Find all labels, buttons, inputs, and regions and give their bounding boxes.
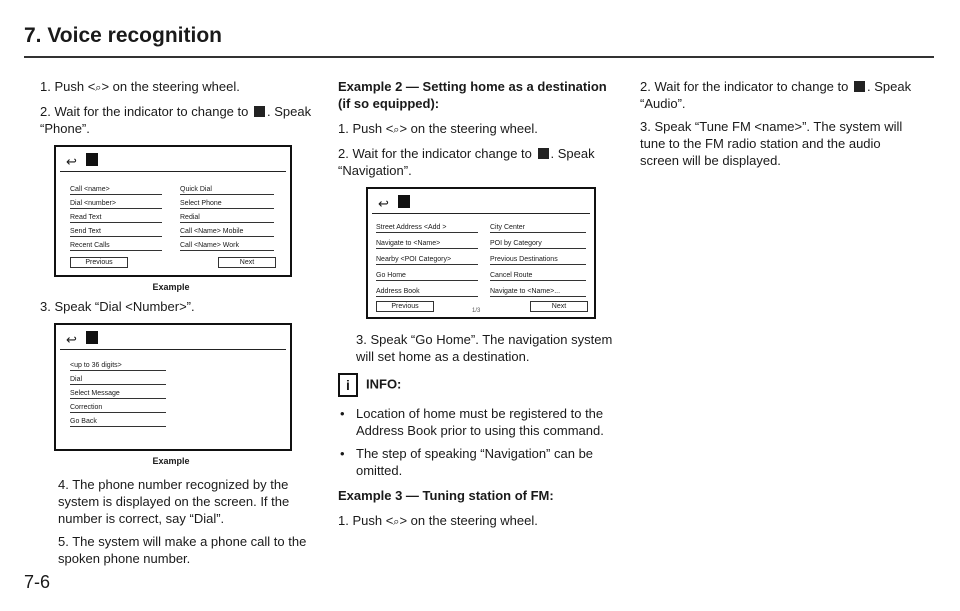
next-button: Next <box>530 301 588 312</box>
figure-caption: Example <box>152 456 190 466</box>
indicator-icon <box>538 148 549 159</box>
menu-item: Redial <box>180 213 274 223</box>
phone-indicator-icon <box>86 331 98 344</box>
menu-item: Go Home <box>376 271 478 281</box>
indicator-icon <box>254 106 265 117</box>
page-indicator: 1/3 <box>472 308 481 314</box>
menu-item: Nearby <POI Category> <box>376 255 478 265</box>
menu-item: Address Book <box>376 287 478 297</box>
info-bullet: • The step of speaking “Navigation” can be omitted. <box>338 445 620 479</box>
navigation-indicator-icon <box>398 195 410 208</box>
menu-item: Quick Dial <box>180 185 274 195</box>
step-1: 1. Push <⌕> on the steering wheel. <box>338 513 538 528</box>
info-bullet: • Location of home must be registered to the Address Book prior to using this command. <box>338 405 620 439</box>
figure-navigation-menu <box>366 187 596 319</box>
figure-dial-menu <box>54 323 292 451</box>
menu-item: Recent Calls <box>70 241 162 251</box>
menu-item: Go Back <box>70 417 166 427</box>
info-block: i INFO: <box>338 373 620 397</box>
back-arrow-icon: ↩ <box>66 154 77 169</box>
phone-indicator-icon <box>86 153 98 166</box>
step-2: 2. Wait for the indicator change to . Speak “Navigation”. <box>338 146 595 178</box>
menu-item: Dial <box>70 375 166 385</box>
step-3: 3. Speak “Tune FM <name>”. The system will tune to the FM radio station and the audio screen will be displayed. <box>640 119 903 168</box>
menu-item: Call <name> <box>70 185 162 195</box>
voice-talk-icon: ⌕ <box>393 124 400 136</box>
step-3: 3. Speak “Dial <Number>”. <box>40 299 195 314</box>
back-arrow-icon: ↩ <box>378 196 389 211</box>
previous-button: Previous <box>70 257 128 268</box>
info-icon: i <box>338 373 358 397</box>
menu-item: Cancel Route <box>490 271 586 281</box>
step-4: 4. The phone number recognized by the system is displayed on the screen. If the number is correct, say “Dial”. <box>58 477 290 526</box>
menu-item: Navigate to <Name> <box>376 239 478 249</box>
menu-item: <up to 36 digits> <box>70 361 166 371</box>
step-1: 1. Push <⌕> on the steering wheel. <box>338 121 538 136</box>
column-2 <box>338 78 620 531</box>
step-1: 1. Push <⌕> on the steering wheel. <box>40 79 240 94</box>
menu-item: Street Address <Add > <box>376 223 478 233</box>
menu-item: City Center <box>490 223 586 233</box>
step-2: 2. Wait for the indicator to change to . Speak “Phone”. <box>40 104 312 136</box>
menu-item: Select Phone <box>180 199 274 209</box>
figure-phone-menu <box>54 145 292 277</box>
indicator-icon <box>854 81 865 92</box>
page-title: 7. Voice recognition <box>24 24 222 47</box>
next-button: Next <box>218 257 276 268</box>
figure-caption: Example <box>152 282 190 292</box>
menu-item: Dial <number> <box>70 199 162 209</box>
example-2-heading: Example 2 — Setting home as a destination (if so equipped): <box>338 79 607 111</box>
column-1 <box>40 78 322 573</box>
voice-talk-icon: ⌕ <box>95 82 102 94</box>
previous-button: Previous <box>376 301 434 312</box>
menu-item: Call <Name> Mobile <box>180 227 274 237</box>
menu-item: Previous Destinations <box>490 255 586 265</box>
voice-talk-icon: ⌕ <box>393 516 400 528</box>
step-3: 3. Speak “Go Home”. The navigation system will set home as a destination. <box>356 332 613 364</box>
back-arrow-icon: ↩ <box>66 332 77 347</box>
step-2: 2. Wait for the indicator to change to . Speak “Audio”. <box>640 79 912 111</box>
page-number: 7-6 <box>24 572 51 592</box>
menu-item: Select Message <box>70 389 166 399</box>
menu-item: Correction <box>70 403 166 413</box>
title-rule <box>24 56 934 58</box>
menu-item: Navigate to <Name>... <box>490 287 586 297</box>
menu-item: Call <Name> Work <box>180 241 274 251</box>
step-5: 5. The system will make a phone call to the spoken phone number. <box>58 534 307 566</box>
menu-item: Read Text <box>70 213 162 223</box>
menu-item: Send Text <box>70 227 162 237</box>
menu-item: POI by Category <box>490 239 586 249</box>
example-3-heading: Example 3 — Tuning station of FM: <box>338 488 554 503</box>
column-3 <box>640 78 922 175</box>
